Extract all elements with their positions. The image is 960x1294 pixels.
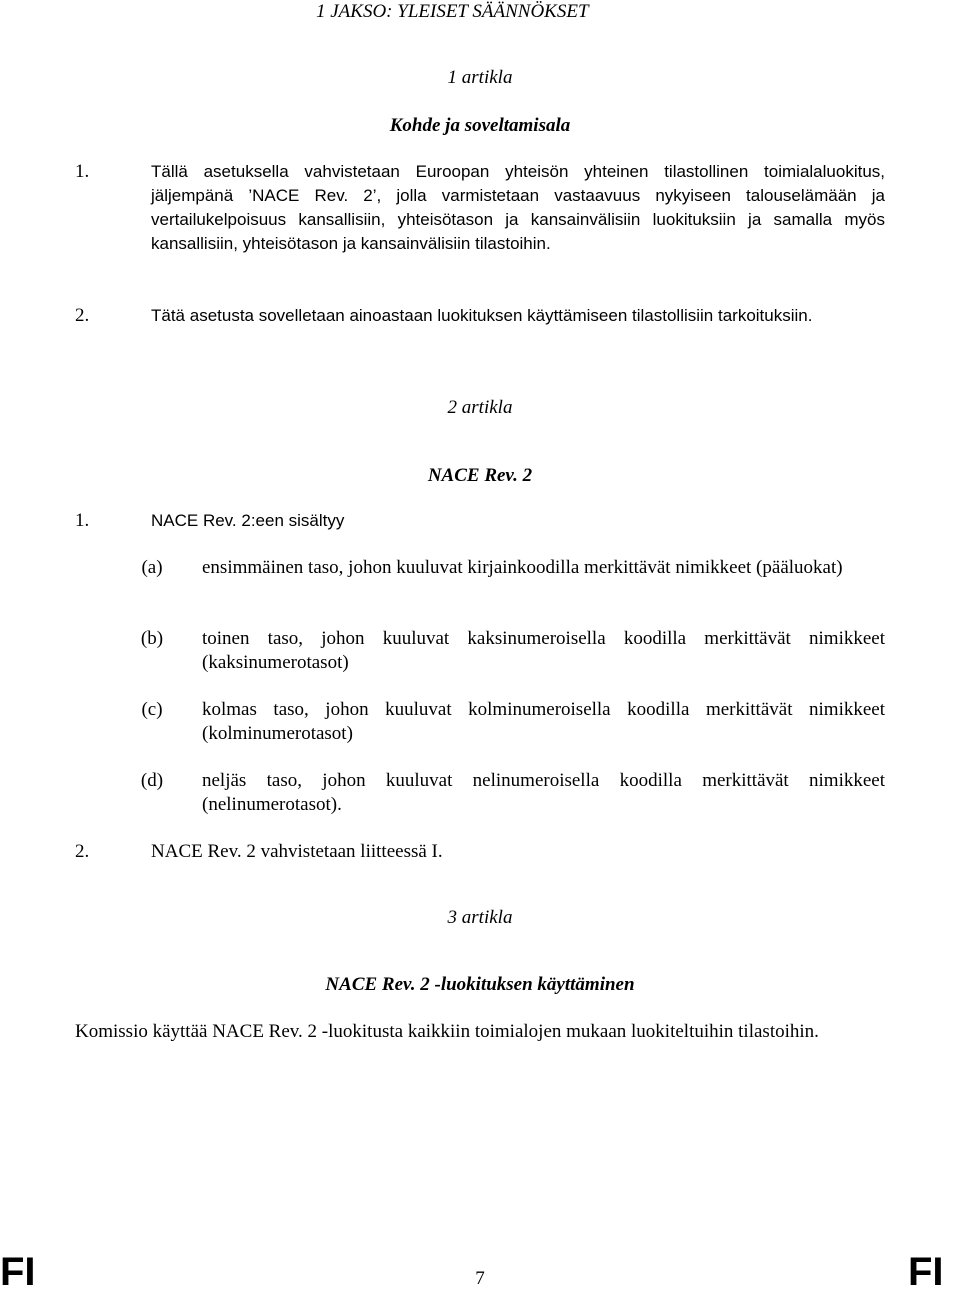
article-3-number: 3 artikla <box>447 907 513 928</box>
article-3-title: NACE Rev. 2 -luokituksen käyttäminen <box>325 974 635 995</box>
article-1-paragraph-2-text: Tätä asetusta sovelletaan ainoastaan luokituksen käyttämiseen tilastollisiin tarkoituksiin. <box>151 306 813 325</box>
list-item-label: (d) <box>140 770 164 791</box>
list-item-text: neljäs taso, johon kuuluvat nelinumeroisella koodilla merkittävät nimikkeet (nelinumerotasot). <box>202 770 885 815</box>
list-item-text: ensimmäinen taso, johon kuuluvat kirjainkoodilla merkittävät nimikkeet (pääluokat) <box>202 557 843 578</box>
article-1-paragraph-1-text: Tällä asetuksella vahvistetaan Euroopan yhteisön yhteinen tilastollinen toimialaluokitus, jäljempänä ’NACE Rev. 2’, jolla varmistetaan vastaavuus nykyiseen talouselämään ja vertailukelpoisuus kansallisiin, yhteisötason ja kansainvälisiin luokituksiin ja samalla myös kansallisiin, yhteisötason ja kansainvälisiin tilastoihin. <box>151 162 885 253</box>
article-2-paragraph-2-number: 2. <box>75 841 90 862</box>
footer-language-left: FI <box>0 1250 36 1294</box>
list-item-label: (c) <box>141 699 163 720</box>
footer-language-right: FI <box>908 1250 944 1294</box>
list-item <box>122 556 885 604</box>
list-item-text: kolmas taso, johon kuuluvat kolminumeroisella koodilla merkittävät nimikkeet (kolminumerotasot) <box>202 699 885 744</box>
page-number: 7 <box>475 1268 485 1289</box>
article-1-paragraph-1-number: 1. <box>75 161 90 182</box>
list-item-label: (b) <box>140 628 164 649</box>
article-2-number: 2 artikla <box>447 397 513 418</box>
nace-levels-list <box>122 556 885 818</box>
article-2-title: NACE Rev. 2 <box>427 465 533 486</box>
article-2-paragraph-2-text: NACE Rev. 2 vahvistetaan liitteessä I. <box>151 841 443 862</box>
article-1-paragraph-2-number: 2. <box>75 305 90 326</box>
list-item-text: toinen taso, johon kuuluvat kaksinumeroisella koodilla merkittävät nimikkeet (kaksinumerotasot) <box>202 628 885 673</box>
article-1-title: Kohde ja soveltamisala <box>389 115 571 136</box>
list-item-label: (a) <box>141 557 163 578</box>
article-2-paragraph-1-text: NACE Rev. 2:een sisältyy <box>151 511 345 530</box>
article-3-text: Komissio käyttää NACE Rev. 2 -luokitusta kaikkiin toimialojen mukaan luokiteltuihin tilastoihin. <box>75 1021 819 1042</box>
list-item <box>122 627 885 675</box>
article-1-number: 1 artikla <box>447 67 513 88</box>
article-2-paragraph-1-number: 1. <box>75 510 90 531</box>
part-title: 1 JAKSO: YLEISET SÄÄNNÖKSET <box>316 1 589 22</box>
list-item <box>122 698 885 746</box>
list-item <box>122 769 885 817</box>
